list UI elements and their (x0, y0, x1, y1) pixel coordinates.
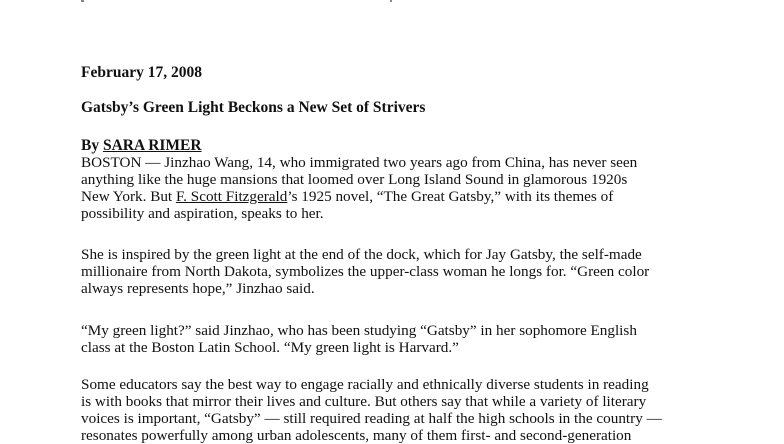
byline-prefix: By (81, 137, 103, 154)
paragraph-2 (81, 246, 771, 297)
scan-speck (390, 0, 392, 2)
text-line: class at the Boston Latin School. “My green light is Harvard.” (81, 339, 459, 356)
text-line: She is inspired by the green light at the end of the dock, which for Jay Gatsby, the self-made (81, 246, 642, 263)
text-line: is with books that mirror their lives and culture. But others say that while a variety of literary (81, 393, 647, 410)
article-date: February 17, 2008 (81, 64, 202, 81)
article-headline: Gatsby’s Green Light Beckons a New Set of Strivers (81, 99, 426, 116)
paragraph-1 (81, 154, 771, 222)
author-link[interactable]: SARA RIMER (102, 137, 202, 154)
text-line: millionaire from North Dakota, symbolizes the upper-class woman he longs for. “Green color (81, 263, 650, 280)
text-line: possibility and aspiration, speaks to her. (81, 205, 324, 222)
text-line: anything like the huge mansions that loomed over Long Island Sound in glamorous 1920s (81, 171, 628, 188)
text-line: BOSTON — Jinzhao Wang, 14, who immigrated two years ago from China, has never seen (81, 154, 638, 171)
text-line: resonates powerfully among urban adolescents, many of them first- and second-generation (81, 427, 632, 444)
text-line (81, 188, 771, 205)
text-line: always represents hope,” Jinzhao said. (81, 280, 315, 297)
scan-speck (81, 0, 84, 2)
text-line: Some educators say the best way to engage racially and ethnically diverse students in reading (81, 376, 649, 393)
text-line: voices is important, “Gatsby” — still required reading at half the high schools in the country — (81, 410, 662, 427)
text-fragment: New York. But (81, 188, 176, 205)
paragraph-4 (81, 376, 771, 444)
paragraph-3 (81, 322, 771, 356)
text-line: “My green light?” said Jinzhao, who has been studying “Gatsby” in her sophomore English (81, 322, 637, 339)
article-byline (81, 137, 202, 155)
fitzgerald-link[interactable]: F. Scott Fitzgerald (175, 188, 288, 205)
text-fragment: ’s 1925 novel, “The Great Gatsby,” with its themes of (287, 188, 614, 205)
